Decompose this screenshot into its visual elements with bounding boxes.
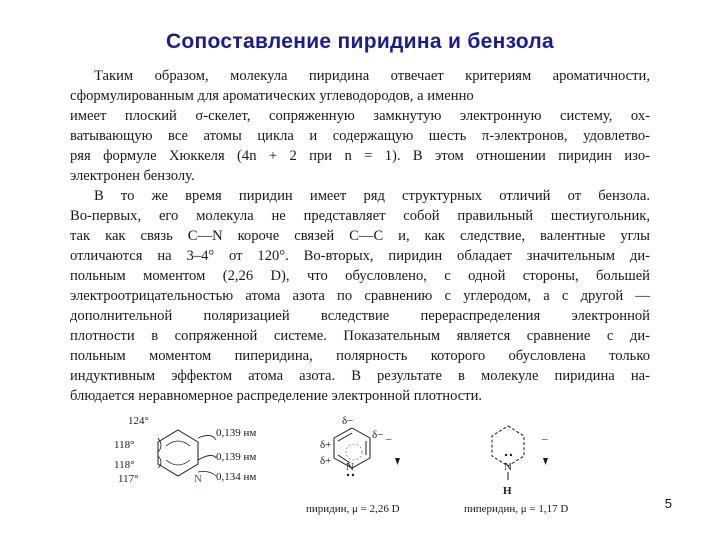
piperidine-caption: пиперидин, μ = 1,17 D	[464, 503, 569, 515]
bond-length-label: 0,139 нм	[216, 451, 257, 463]
text-line: польным моментом (2,26 D), что обусловлено, с одной стороны, большей	[70, 268, 650, 284]
delta-minus-label: δ−	[342, 415, 354, 427]
angle-label: 118°	[114, 459, 135, 471]
text-line: электроотрицательностью атома азота по сравнению с углеродом, а с другой —	[70, 288, 650, 304]
pyridine-piperidine-figure	[100, 408, 620, 524]
hydrogen-label: H	[503, 485, 512, 497]
nitrogen-label: N	[194, 473, 202, 485]
text-line: Во-первых, его молекула не представляет собой правильный шестиугольник,	[70, 208, 650, 224]
bond-length-label: 0,139 нм	[216, 427, 257, 439]
text-line: плотности в сопряженной системе. Показательным является сравнение с ди-	[70, 328, 650, 344]
text-line: имеет плоский σ-скелет, сопряженную замкнутую электронную систему, ох-	[70, 108, 650, 124]
text-line: сформулированным для ароматических углеводородов, а именно	[70, 88, 474, 104]
minus-sign: –	[386, 433, 392, 445]
minus-sign: –	[542, 433, 548, 445]
pyridine-geometry-structure	[114, 415, 256, 485]
piperidine-structure	[492, 426, 548, 497]
angle-label: 118°	[114, 439, 135, 451]
text-line: так как связь C—N короче связей C—C и, как следствие, валентные углы	[70, 228, 650, 244]
bond-length-label: 0,134 нм	[216, 471, 257, 483]
page-number: 5	[664, 496, 672, 511]
text-line: ватывающую все атомы цикла и содержащую шесть π-электронов, удовлетво-	[70, 128, 650, 144]
angle-label: 117°	[118, 473, 139, 485]
text-line: Таким образом, молекула пиридина отвечает критериям ароматичности,	[94, 68, 650, 84]
angle-label: 124°	[128, 415, 149, 427]
delta-minus-label: δ−	[372, 429, 384, 441]
text-line: польным моментом пиперидина, полярность которого обусловлена только	[70, 348, 650, 364]
pyridine-caption: пиридин, μ = 2,26 D	[306, 503, 400, 515]
paragraph-text	[70, 66, 650, 406]
text-line: ряя формуле Хюккеля (4n + 2 при n = 1). В этом отношении пиридин изо-	[70, 148, 650, 164]
slide-title: Сопоставление пиридина и бензола	[165, 30, 555, 53]
text-line: отличаются на 3–4° от 120°. Во-вторых, пиридин обладает значительным ди-	[70, 248, 650, 264]
text-line: блюдается неравномерное распределение электронной плотности.	[70, 388, 483, 404]
text-line: дополнительной поляризацией вследствие перераспределения электронной	[70, 308, 650, 324]
pyridine-dipole-structure	[320, 415, 400, 476]
nitrogen-label: N	[504, 461, 512, 473]
delta-plus-label: δ+	[320, 439, 332, 451]
text-line: В то же время пиридин имеет ряд структурных отличий от бензола.	[94, 188, 650, 204]
delta-plus-label: δ+	[320, 455, 332, 467]
nitrogen-label: N	[346, 461, 354, 473]
text-line: индуктивным эффектом атома азота. В результате в молекуле пиридина на-	[70, 368, 650, 384]
text-line: электронен бензолу.	[70, 168, 195, 184]
